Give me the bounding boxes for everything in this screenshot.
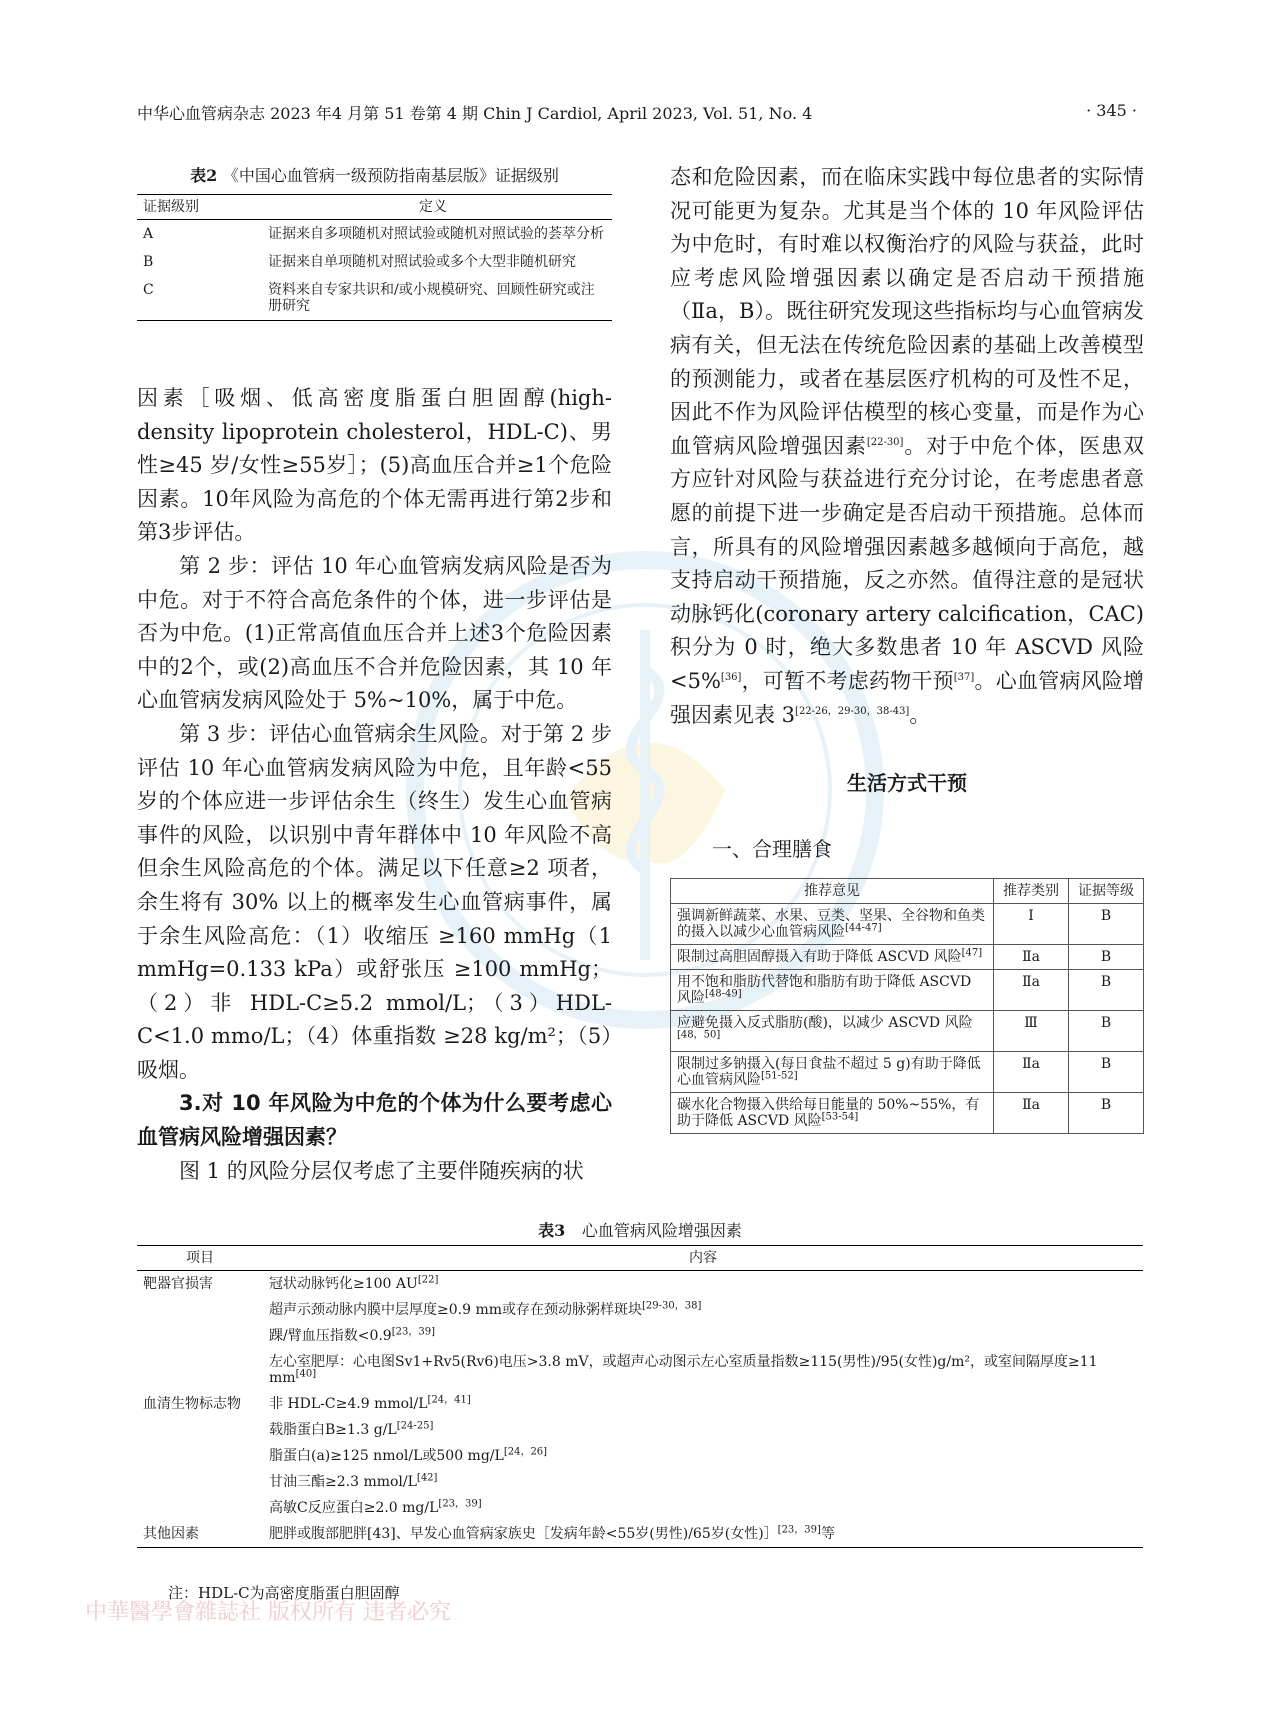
factor xyxy=(263,1521,1143,1548)
citation: [36] xyxy=(720,671,742,683)
text-run: 甘油三酯≥2.3 mmol/L xyxy=(269,1474,417,1490)
category xyxy=(137,1417,263,1443)
diet-recommendation-table xyxy=(670,878,1144,1134)
recommendation-class: Ⅰ xyxy=(994,904,1069,945)
citation: [24，26] xyxy=(503,1446,548,1458)
table-row xyxy=(137,1271,1143,1298)
evidence-level: B xyxy=(1069,904,1144,945)
recommendation-class: Ⅲ xyxy=(994,1011,1069,1052)
text-run: 肥胖或腹部肥胖[43]、早发心血管病家族史［发病年龄<55岁(男性)/65岁(女性)］ xyxy=(269,1526,778,1542)
citation: [44-47] xyxy=(845,922,882,934)
text-run: 等 xyxy=(820,1526,835,1542)
text-run: 碳水化合物摄入供给每日能量的 50%~55%，有助于降低 ASCVD 风险 xyxy=(677,1097,980,1129)
evidence-level: A xyxy=(143,226,154,242)
text-run: 非 HDL-C≥4.9 mmol/L xyxy=(269,1396,428,1412)
recommendation-text xyxy=(671,945,994,970)
text-run: 。 xyxy=(909,702,931,727)
category xyxy=(137,1495,263,1521)
column-header-definition: 定义 xyxy=(254,195,612,220)
citation: [48，50] xyxy=(677,1029,721,1041)
evidence-definition: 资料来自专家共识和/或小规模研究、回顾性研究或注册研究 xyxy=(268,282,595,314)
table-row xyxy=(137,1521,1143,1548)
table-row xyxy=(137,1391,1143,1417)
table-row xyxy=(671,904,1144,945)
citation: [24，41] xyxy=(427,1394,471,1406)
publisher-watermark: 中華醫學會雜誌社 版权所有 违者必究 xyxy=(85,1600,451,1625)
recommendation-text xyxy=(671,970,994,1011)
category: 其他因素 xyxy=(143,1526,199,1542)
right-column-body xyxy=(670,161,1144,732)
table-row xyxy=(137,1297,1143,1323)
column-header-class: 推荐类别 xyxy=(994,879,1069,904)
recommendation-class: Ⅱa xyxy=(994,1052,1069,1093)
factor xyxy=(263,1297,1143,1323)
evidence-level: B xyxy=(1069,1011,1144,1052)
text-run: 强调新鲜蔬菜、水果、豆类、坚果、全谷物和鱼类的摄入以减少心血管病风险 xyxy=(677,908,985,940)
factor xyxy=(263,1271,1143,1298)
table-row xyxy=(671,945,1144,970)
evidence-level: B xyxy=(1069,970,1144,1011)
table2-label: 表2 xyxy=(190,166,218,185)
factor xyxy=(263,1391,1143,1417)
table-row xyxy=(671,970,1144,1011)
citation: [22-26，29-30，38-43] xyxy=(795,705,910,717)
table-row xyxy=(137,248,612,276)
citation: [51-52] xyxy=(761,1070,798,1082)
evidence-definition: 证据来自多项随机对照试验或随机对照试验的荟萃分析 xyxy=(268,226,604,242)
table2-title: 《中国心血管病一级预防指南基层版》证据级别 xyxy=(222,166,559,185)
recommendation-class: Ⅱa xyxy=(994,970,1069,1011)
text-run: 脂蛋白(a)≥125 nmol/L或500 mg/L xyxy=(269,1448,504,1464)
table3-label: 表3 xyxy=(538,1221,566,1240)
category: 血清生物标志物 xyxy=(143,1396,241,1412)
text-run: 。对于中危个体，医患双方应针对风险与获益进行充分讨论，在考虑患者意愿的前提下进一步确定是否启动干预措施。总体而言，所具有的风险增强因素越多越倾向于高危，越支持启动干预措施，反之亦然。值得注意的是冠状动脉钙化(coronary artery calcification，CAC)积分为 0 时，绝大多数患者 10 年 ASCVD 风险 <5% xyxy=(670,433,1144,693)
citation: [22-30] xyxy=(866,436,904,448)
left-column-body xyxy=(137,382,612,1188)
table-row xyxy=(671,1093,1144,1134)
subsection-heading: 一、合理膳食 xyxy=(712,837,832,861)
evidence-level: B xyxy=(143,254,154,270)
table-header-row xyxy=(137,1246,1143,1271)
recommendation-text xyxy=(671,1052,994,1093)
paragraph: 因素［吸烟、低高密度脂蛋白胆固醇(high-density lipoprotein cholesterol，HDL-C)、男性≥45 岁/女性≥55岁］；(5)高血压合并≥1个危险因素。10年风险为高危的个体无需再进行第2步和第3步评估。 xyxy=(137,386,612,545)
table-header-row xyxy=(671,879,1144,904)
paragraph xyxy=(670,161,1144,732)
citation: [47] xyxy=(961,947,983,959)
table3-caption xyxy=(137,1218,1143,1241)
table2-caption xyxy=(137,163,612,186)
category: 靶器官损害 xyxy=(143,1276,213,1292)
text-run: 载脂蛋白B≥1.3 g/L xyxy=(269,1422,397,1438)
citation: [24-25] xyxy=(396,1420,434,1432)
recommendation-text xyxy=(671,1093,994,1134)
category xyxy=(137,1349,263,1391)
text-run: 限制过多钠摄入(每日食盐不超过 5 g)有助于降低心血管病风险 xyxy=(677,1056,981,1088)
risk-enhancer-table xyxy=(137,1245,1143,1548)
factor xyxy=(263,1323,1143,1349)
factor xyxy=(263,1495,1143,1521)
citation: [23，39] xyxy=(391,1326,435,1338)
table-row xyxy=(671,1011,1144,1052)
column-header-content: 内容 xyxy=(263,1246,1143,1271)
evidence-level: B xyxy=(1069,1093,1144,1134)
recommendation-text xyxy=(671,904,994,945)
category xyxy=(137,1323,263,1349)
table-row xyxy=(137,1469,1143,1495)
evidence-level: C xyxy=(143,282,154,298)
citation: [37] xyxy=(953,671,975,683)
table-note: 注：HDL-C为高密度脂蛋白胆固醇 xyxy=(168,1584,400,1602)
text-run: 左心室肥厚：心电图Sv1+Rv5(Rv6)电压>3.8 mV，或超声心动图示左心室质量指数≥115(男性)/95(女性)g/m²，或室间隔厚度≥11 mm xyxy=(269,1354,1098,1386)
text-run: 态和危险因素，而在临床实践中每位患者的实际情况可能更为复杂。尤其是当个体的 10 年风险评估为中危时，有时难以权衡治疗的风险与获益，此时应考虑风险增强因素以确定是否启动干预措施（Ⅱa，B）。既往研究发现这些指标均与心血管病发病有关，但无法在传统危险因素的基础上改善模型的预测能力，或者在基层医疗机构的可及性不足，因此不作为风险评估模型的核心变量，而是作为心血管病风险增强因素 xyxy=(670,165,1144,458)
table3-title: 心血管病风险增强因素 xyxy=(581,1221,742,1240)
table-row xyxy=(137,1417,1143,1443)
citation: [29-30，38] xyxy=(642,1300,702,1312)
citation: [23，39] xyxy=(438,1498,482,1510)
recommendation-class: Ⅱa xyxy=(994,1093,1069,1134)
evidence-definition: 证据来自单项随机对照试验或多个大型非随机研究 xyxy=(268,254,576,270)
column-header-level: 证据级别 xyxy=(137,195,254,220)
text-run: 限制过高胆固醇摄入有助于降低 ASCVD 风险 xyxy=(677,949,962,965)
citation: [40] xyxy=(295,1368,317,1380)
question-heading: 3.对 10 年风险为中危的个体为什么要考虑心血管病风险增强因素？ xyxy=(137,1091,612,1150)
running-header xyxy=(137,101,1137,125)
citation: [23，39] xyxy=(777,1524,821,1536)
citation: [22] xyxy=(417,1274,439,1286)
column-header-recommendation: 推荐意见 xyxy=(671,879,994,904)
category xyxy=(137,1297,263,1323)
evidence-level: B xyxy=(1069,945,1144,970)
category xyxy=(137,1469,263,1495)
text-run: 用不饱和脂肪代替饱和脂肪有助于降低 ASCVD 风险 xyxy=(677,974,972,1006)
category xyxy=(137,1443,263,1469)
table-row xyxy=(137,220,612,249)
citation: [42] xyxy=(416,1472,438,1484)
text-run: 高敏C反应蛋白≥2.0 mg/L xyxy=(269,1500,439,1516)
table-row xyxy=(137,1323,1143,1349)
text-run: 超声示颈动脉内膜中层厚度≥0.9 mm或存在颈动脉粥样斑块 xyxy=(269,1302,642,1318)
paragraph: 第 2 步：评估 10 年心血管病发病风险是否为中危。对于不符合高危条件的个体，进一步评估是否为中危。(1)正常高值血压合并上述3个危险因素中的2个，或(2)高血压不合并危险因素，其 10 年心血管病发病风险处于 5%~10%，属于中危。 xyxy=(137,553,612,713)
table-row xyxy=(671,1052,1144,1093)
paragraph: 第 3 步：评估心血管病余生风险。对于第 2 步评估 10 年心血管病发病风险为中危，且年龄<55 岁的个体应进一步评估余生（终生）发生心血管病事件的风险，以识别中青年群体中 10 年风险不高但余生风险高危的个体。满足以下任意≥2 项者，余生将有 30% 以上的概率发生心血管病事件，属于余生风险高危：（1）收缩压 ≥160 mmHg（1 mmHg=0.133 kPa）或舒张压 ≥100 mmHg；（2）非 HDL-C≥5.2 mmol/L；（3）HDL-C<1.0 mmo/L；（4）体重指数 ≥28 kg/m²；（5）吸烟。 xyxy=(137,721,612,1082)
text-run: 。心血管病风险增强因素见表 3 xyxy=(670,668,1145,727)
factor xyxy=(263,1469,1143,1495)
recommendation-text xyxy=(671,1011,994,1052)
section-heading: 生活方式干预 xyxy=(847,771,967,795)
evidence-level: B xyxy=(1069,1052,1144,1093)
text-run: 应避免摄入反式脂肪(酸)，以减少 ASCVD 风险 xyxy=(677,1015,973,1031)
factor xyxy=(263,1417,1143,1443)
evidence-level-table xyxy=(137,194,612,321)
recommendation-class: Ⅱa xyxy=(994,945,1069,970)
citation: [53-54] xyxy=(821,1111,859,1123)
table-row xyxy=(137,276,612,321)
table-row xyxy=(137,1443,1143,1469)
citation: [48-49] xyxy=(705,988,742,1000)
column-header-item: 项目 xyxy=(137,1246,263,1271)
text-run: 踝/臂血压指数<0.9 xyxy=(269,1328,392,1344)
journal-citation: 中华心血管病杂志 2023 年4 月第 51 卷第 4 期 Chin J Cardiol, April 2023, Vol. 51, No. 4 xyxy=(137,104,813,123)
page-number: · 345 · xyxy=(1086,101,1137,120)
column-header-level: 证据等级 xyxy=(1069,879,1144,904)
table-header-row xyxy=(137,195,612,220)
table-row xyxy=(137,1495,1143,1521)
factor xyxy=(263,1349,1143,1391)
paragraph: 图 1 的风险分层仅考虑了主要伴随疾病的状 xyxy=(179,1158,584,1183)
text-run: ，可暂不考虑药物干预 xyxy=(741,668,954,693)
table-row xyxy=(137,1349,1143,1391)
factor xyxy=(263,1443,1143,1469)
text-run: 冠状动脉钙化≥100 AU xyxy=(269,1276,418,1292)
